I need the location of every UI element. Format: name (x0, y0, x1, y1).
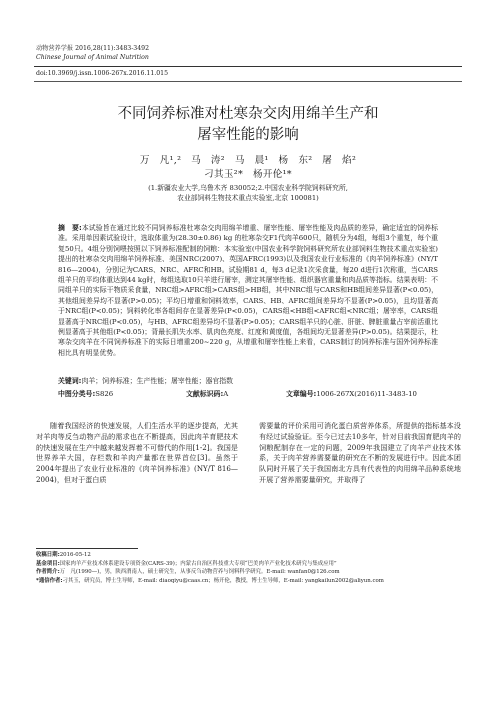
doc-code-label: 文献标识码: (186, 390, 224, 398)
classification-line (58, 389, 438, 399)
fund-text: 国家肉羊产业技术体系建设专项资金(CARS-39)；内蒙古自治区科技重大专项“巴美肉羊产业化技术研究与集成应用” (59, 560, 337, 567)
corresponding-label: *通信作者: (36, 577, 63, 584)
corresponding-text: 刁其玉，研究员，博士生导师，E-mail: diaoqiyu@caas.cn；杨开伦，教授，博士生导师，E-mail: yangkailun2002@aliyun.com (62, 577, 384, 584)
abstract-text: 本试验旨在通过比较不同饲养标准杜寒杂交肉用绵羊增重、屠宰性能、屠宰性能及肉品质的差异，确定适宜的饲养标准。采用单因素试验设计，选取体重为(28.30±0.86) kg 的杜寒杂交F1代肉羊600只，随机分为4组，每组3个重复，每个重复50只。4组分别饲喂按照以下饲养标准配制的饲粮：本实验室(中国农业科学院饲料研究所农业部饲料生物技术重点实验室)提出的杜寒杂交肉用绵羊饲养标准、美国NRC(2007)、英国AFRC(1993)以及我国农业行业标准的《肉羊饲养标准》(NY/T 816—2004)，分别记为CARS、NRC、AFRC和HB。试验期81 d，每3 d记录1次采食量，每20 d进行1次称重，当CARS组羊只的平均体重达到44 kg时，每组选取10只羊进行屠宰，测定其屠宰性能、组织器官重量和肉品质等指标。结果表明：不同组羊只的实际干物质采食量，NRC组>AFRC组>CARS组>HB组，其中NRC组与CARS和HB组间差异显著(P<0.05)，其他组间差异均不显著(P>0.05)；平均日增重和饲料效率，CARS、HB、AFRC组间差异均不显著(P>0.05)，且均显著高于NRC组(P<0.05)；饲料转化率各组间存在显著差异(P<0.05)，CARS组<HB组<AFRC组<NRC组；屠宰率，CARS组显著高于NRC组(P<0.05)，与HB、AFRC组差异均不显著(P>0.05)；CARS组羊只的心脏、肝脏、脾脏重量占宰前活重比例显著高于其他组(P<0.05)；背最长肌失水率、肌肉色亮度、红度和黄度值，各组间均无显著差异(P>0.05)。结果提示，杜寒杂交肉羊在不同饲养标准下的实际日增重200~220 g，从增重和屠宰性能上来看，CARS制订的饲养标准与国外饲养标准相比具有明显优势。 (58, 224, 438, 357)
authors-line-1: 万 凡¹,² 马 涛² 马 晨¹ 杨 东² 屠 焰² (139, 155, 357, 166)
affiliation-line-1: (1.新疆农业大学,乌鲁木齐 830052;2.中国农业科学院饲料研究所, (148, 184, 348, 192)
footnote-corresponding (36, 577, 462, 586)
fund-label: 基金项目: (36, 560, 60, 567)
paper-title (34, 104, 462, 146)
body-column-left: 随着我国经济的快速发展，人们生活水平的逐步提高，尤其对羊肉等反刍动物产品的需求也在不断提高，因此肉羊育肥技术的快速发展在生产中越来越发挥着不可替代的作用[1-2]。我国是世界养羊大国，存栏数和羊肉产量都在世界首位[3]。虽然于2004年提出了农业行业标准的《肉羊饲养标准》(NY/T 816—2004)，但对于蛋白质 (36, 421, 238, 484)
footnote-rule (36, 548, 138, 549)
clc-value: S826 (95, 390, 114, 398)
journal-name-en: Chinese Journal of Animal Nutrition (36, 54, 149, 61)
body-column-right: 需要量的评价采用可消化蛋白质营养体系，所提供的指标基本没有经过试验验证。至今已过去10多年，针对目前我国育肥肉羊的饲粮配制存在一定的问题，2009年我国建立了肉羊产业技术体系，关于肉羊营养需要量的研究在不断的发展进行中。因此本团队同时开展了关于我国南北方具有代表性的肉用绵羊品种系统地开展了营养需要量研究，并取得了 (259, 421, 461, 484)
keywords-label: 关键词: (58, 377, 82, 385)
journal-name-cn: 动物营养学报 2016,28(11):3483-3492 (36, 45, 150, 52)
received-date: 2016-05-12 (59, 552, 91, 558)
footnote-bio (36, 568, 462, 577)
author-list (34, 154, 462, 182)
affiliation-line-2: 农业部饲料生物技术重点实验室,北京 100081) (177, 194, 319, 202)
keywords (58, 376, 438, 386)
article-number-value: 1006-267X(2016)11-3483-10 (316, 390, 417, 398)
footnote-received (36, 551, 462, 560)
bio-label: 作者简介: (36, 569, 60, 576)
doi[interactable]: doi:10.3969/j.issn.1006-267x.2016.11.015 (36, 70, 169, 77)
article-number-label: 文章编号: (286, 390, 317, 398)
abstract (58, 223, 438, 358)
keywords-text: 肉羊；饲养标准；生产性能；屠宰性能；器官指数 (81, 377, 234, 385)
affiliations (34, 183, 462, 203)
doc-code-value: A (223, 390, 229, 398)
journal-header (36, 44, 149, 62)
footnote-fund (36, 560, 462, 569)
received-label: 收稿日期: (36, 552, 60, 558)
footnotes (36, 551, 462, 585)
abstract-label: 摘 要: (58, 224, 82, 232)
header-rule (34, 66, 462, 67)
doi-rule (34, 81, 462, 82)
title-line-2: 屠宰性能的影响 (197, 127, 299, 143)
clc-label: 中图分类号: (58, 390, 96, 398)
title-line-1: 不同饲养标准对杜寒杂交肉用绵羊生产和 (117, 106, 379, 122)
bio-text: 万 凡(1990—)，男，陕西渭南人，硕士研究生，从事反刍动物营养与饲料科学研究。E-mail: wanfan0@126.com (59, 569, 340, 576)
authors-line-2: 刁其玉²* 杨开伦¹* (204, 169, 292, 180)
